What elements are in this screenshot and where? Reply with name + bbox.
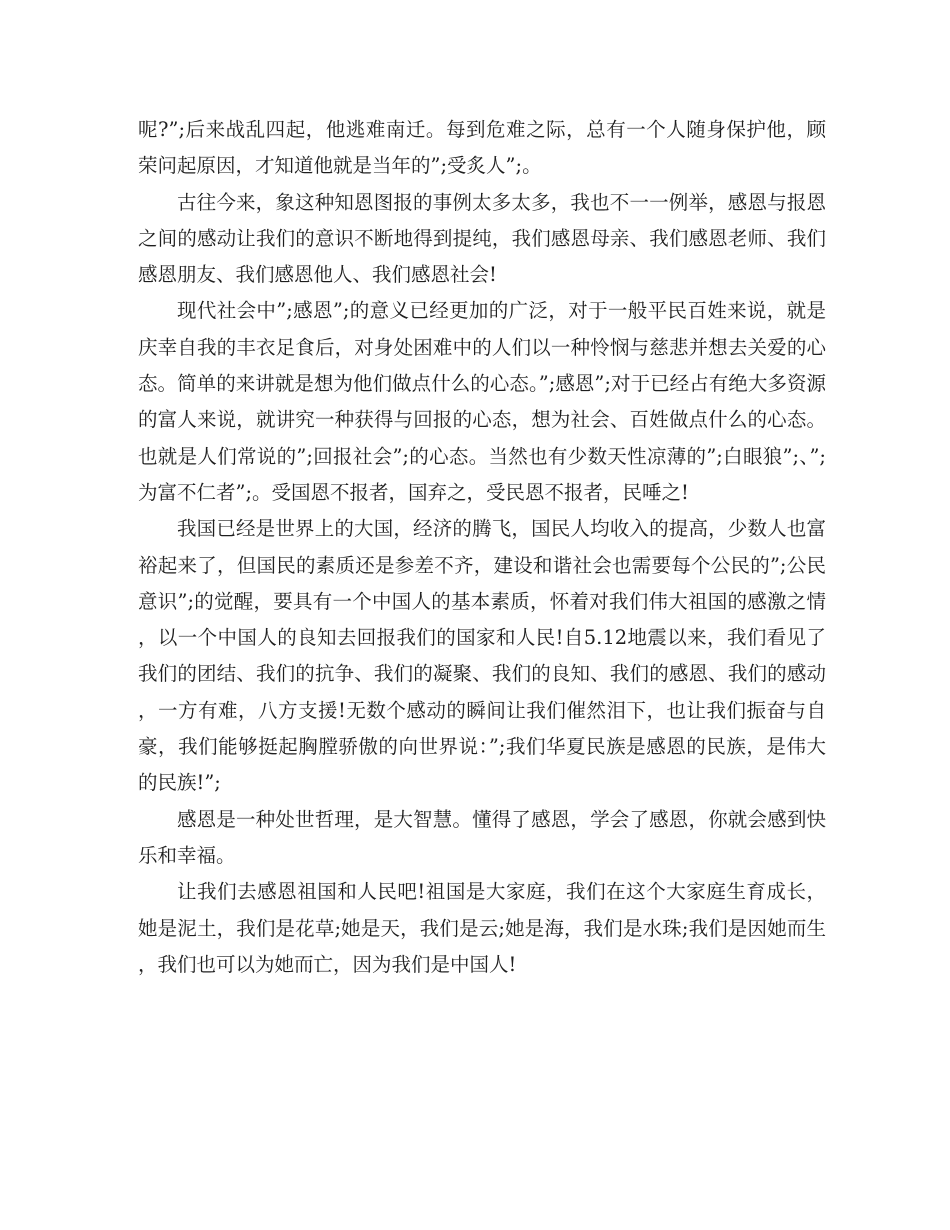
paragraph-motherland: 让我们去感恩祖国和人民吧!祖国是大家庭，我们在这个大家庭生育成长，她是泥土，我们是花草;她是天，我们是云;她是海，我们是水珠;我们是因她而生，我们也可以为她而亡，因为我们是中国人!	[138, 880, 826, 976]
paragraph-gratitude-wisdom: 感恩是一种处世哲理，是大智慧。懂得了感恩，学会了感恩，你就会感到快乐和幸福。	[138, 807, 826, 867]
paragraph-national-awareness: 我国已经是世界上的大国，经济的腾飞，国民人均收入的提高，少数人也富裕起来了，但国民的素质还是参差不齐，建设和谐社会也需要每个公民的”;公民意识”;的觉醒，要具有一个中国人的基本素质，怀着对我们伟大祖国的感激之情，以一个中国人的良知去回报我们的国家和人民!自5.12地震以来，我们看见了我们的团结、我们的抗争、我们的凝聚、我们的良知、我们的感恩、我们的感动，一方有难，八方支援!无数个感动的瞬间让我们催然泪下，也让我们振奋与自豪，我们能够挺起胸膛骄傲的向世界说：”;我们华夏民族是感恩的民族，是伟大的民族!”;	[138, 517, 826, 795]
paragraph-continuation: 呢?”;后来战乱四起，他逃难南迁。每到危难之际，总有一个人随身保护他，顾荣问起原因，才知道他就是当年的”;受炙人”;。	[138, 118, 826, 178]
paragraph-gratitude-examples: 古往今来，象这种知恩图报的事例太多太多，我也不一一例举，感恩与报恩之间的感动让我们的意识不断地得到提纯，我们感恩母亲、我们感恩老师、我们感恩朋友、我们感恩他人、我们感恩社会!	[138, 190, 826, 287]
document-body	[138, 112, 826, 983]
paragraph-modern-society: 现代社会中”;感恩”;的意义已经更加的广泛，对于一般平民百姓来说，就是庆幸自我的丰衣足食后，对身处困难中的人们以一种怜悯与慈悲并想去关爱的心态。简单的来讲就是想为他们做点什么的心态。”;感恩”;对于已经占有绝大多资源的富人来说，就讲究一种获得与回报的心态，想为社会、百姓做点什么的心态。也就是人们常说的”;回报社会”;的心态。当然也有少数天性凉薄的”;白眼狼”;、”;为富不仁者”;。受国恩不报者，国弃之，受民恩不报者，民唾之!	[138, 299, 827, 504]
